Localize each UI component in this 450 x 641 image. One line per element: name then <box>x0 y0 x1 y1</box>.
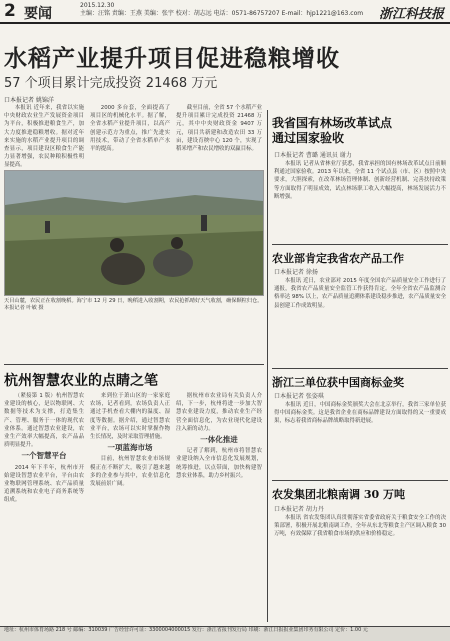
section-name: 要闻 <box>24 6 52 22</box>
page-number: 2 <box>4 1 16 21</box>
page-footer <box>0 626 450 641</box>
photo-caption: 天目山麓，农民正在收割晚稻。海宁市 12 月 29 日，晚稻进入收割期，农民抢抓晴好天气收割，确保颗粒归仓。 本报记者 叶敏 摄 <box>4 298 263 311</box>
lead-subhead: 57 个项目累计完成投资 21468 万元 <box>4 76 218 91</box>
lead-headline: 水稻产业提升项目促进稳粮增收 <box>4 45 340 72</box>
masthead-meta <box>80 2 363 18</box>
grain-headline: 农发集团北粮南调 30 万吨 <box>272 488 405 501</box>
lead-column-3: 截至目前，全省 57 个水稻产业提升项目累计完成投资 21468 万元，其中中央财政资金 9407 万元，项目共新建和改造农田 33 万亩，建设育秧中心 120 个，实现了稻米增产和农民增收的双赢目标。 <box>176 105 262 153</box>
masthead <box>0 0 450 24</box>
smart-agri-column-3: 据杭州市农业局有关负责人介绍，下一步，杭州将进一步加大智慧农业建设力度，推动农业生产经营全面信息化，为农业现代化建设注入新的动力。 一体化推进 记者了解到，杭州市将智慧农业建设纳入全市信息化发展规划，统筹推进，以点带面，加快构建智慧农业体系，助力乡村振兴。 <box>176 393 262 479</box>
smart-agri-subhead: 一体化推进 <box>200 435 238 445</box>
forest-farm-headline: 我省国有林场改革试点 通过国家验收 <box>272 116 393 145</box>
column-divider <box>267 110 268 622</box>
footer-text: 地址：杭州市体育场路 218 号 邮编：310039 广告经营许可证：3300004000015 发行：浙江省报刊发行局 印刷：浙江日报报业集团印务有限公司 定价：1.00 元 <box>4 627 368 633</box>
smart-agri-subhead: 一个智慧平台 <box>21 451 67 461</box>
phone: 电话：0571-86757207 <box>213 10 280 17</box>
agri-product-body: 本报讯 近日，农业部对 2015 年度全国农产品质量安全工作进行了通报，我省农产品质量安全监管工作获得肯定。全年全省农产品监测合格率达 98% 以上，农产品质量追溯体系建设稳步推进，农产品质量安全县创建工作成效明显。 <box>274 278 446 309</box>
smart-agri-subhead: 一项蓝海市场 <box>107 443 153 453</box>
forest-farm-body: 本报讯 记者从省林业厅获悉，我省承担的国有林场改革试点日前顺利通过国家验收。2013 年以来，全省 11 个试点县（市、区）按照中央要求，大胆探索，在改革林场管理体制、创新经营机制、完善扶持政策等方面取得了明显成效，试点林场职工收入大幅提高，林场发展活力不断增强。 <box>274 161 446 200</box>
grain-body: 本报讯 省农发集团认真贯彻落实省委省政府关于粮食安全工作的决策部署，积极开展北粮南调工作，全年从东北等粮食主产区调入粮食 30 万吨，有效保障了我省粮食市场的供应和价格稳定。 <box>274 515 446 538</box>
smart-agri-headline: 杭州智慧农业的点睛之笔 <box>4 373 158 389</box>
issue-date: 2015.12.30 <box>80 2 115 9</box>
agri-product-byline: 口本报记者 徐扬 <box>274 269 318 276</box>
trademark-headline: 浙江三单位获中国商标金奖 <box>272 376 404 389</box>
email: E-mail：hjp1221@163.com <box>281 10 364 17</box>
article-divider <box>272 368 448 369</box>
lead-column-1: 本报讯 近年来，我省以实施中央财政农业生产发展资金项目为平台，积极推进粮食生产，加大力度推进稳粮增收。据对近年来实施的水稻产业提升项目的调查显示，项目建设区粮食生产能力显著增强，农民种粮积极性明显提高。 <box>4 105 84 168</box>
article-divider <box>272 480 448 481</box>
trademark-byline: 口本报记者 张姿琪 <box>274 393 324 400</box>
grain-byline: 口本报记者 胡力丹 <box>274 506 324 513</box>
article-divider <box>272 244 448 245</box>
lead-byline: 口本报记者 姚锦洋 <box>4 97 54 104</box>
smart-agri-column-2: 来到位于萧山区的一家家庭农场，记者看到，农场负责人正通过手机查看大棚内的温度、湿度等数据。据介绍，通过智慧农业平台，农场可以实时掌握作物生长情况，及时采取管理措施。 一项蓝海市场 目前，杭州智慧农业市场规模正在不断扩大，吸引了越来越多的企业参与其中，农业信息化发展前景广阔。 <box>90 393 170 488</box>
agri-product-headline: 农业部肯定我省农产品工作 <box>272 252 404 265</box>
paper-name: 浙江科技报 <box>378 7 444 22</box>
editor-line: 主编：汪铭 责编：王燕 美编：张宇 校对：胡志远 <box>80 10 212 17</box>
trademark-body: 本报讯 近日，中国商标金奖颁奖大会在北京举行，我省三家单位获得中国商标金奖。这是我省企业在商标品牌建设方面取得的又一重要成果，标志着我省商标品牌战略取得新进展。 <box>274 402 446 425</box>
farm-photo <box>4 170 264 296</box>
forest-farm-byline: 口本报记者 曹璐 通讯员 谢力 <box>274 152 352 159</box>
smart-agri-column-1: （紧接第 1 版）杭州智慧农业建设的核心，是以物联网、大数据等技术为支撑，打造集生产、管理、服务于一体的现代农业体系。通过智慧农业建设，农业生产效率大幅提高，农产品品质明显提升。 一个智慧平台 2014 年下半年，杭州市开始建设智慧农业平台，平台由农业物联网管理系统、农产品质量追溯系统和农业电子商务系统等组成。 <box>4 393 84 504</box>
section-divider <box>4 364 264 365</box>
lead-column-2: 2000 多台套，全面提高了项目区的机械化水平。据了解，全省水稻产业提升项目，以高产创建示范方为重点，推广先进实用技术，带动了全省水稻单产水平的提高。 <box>90 105 170 153</box>
